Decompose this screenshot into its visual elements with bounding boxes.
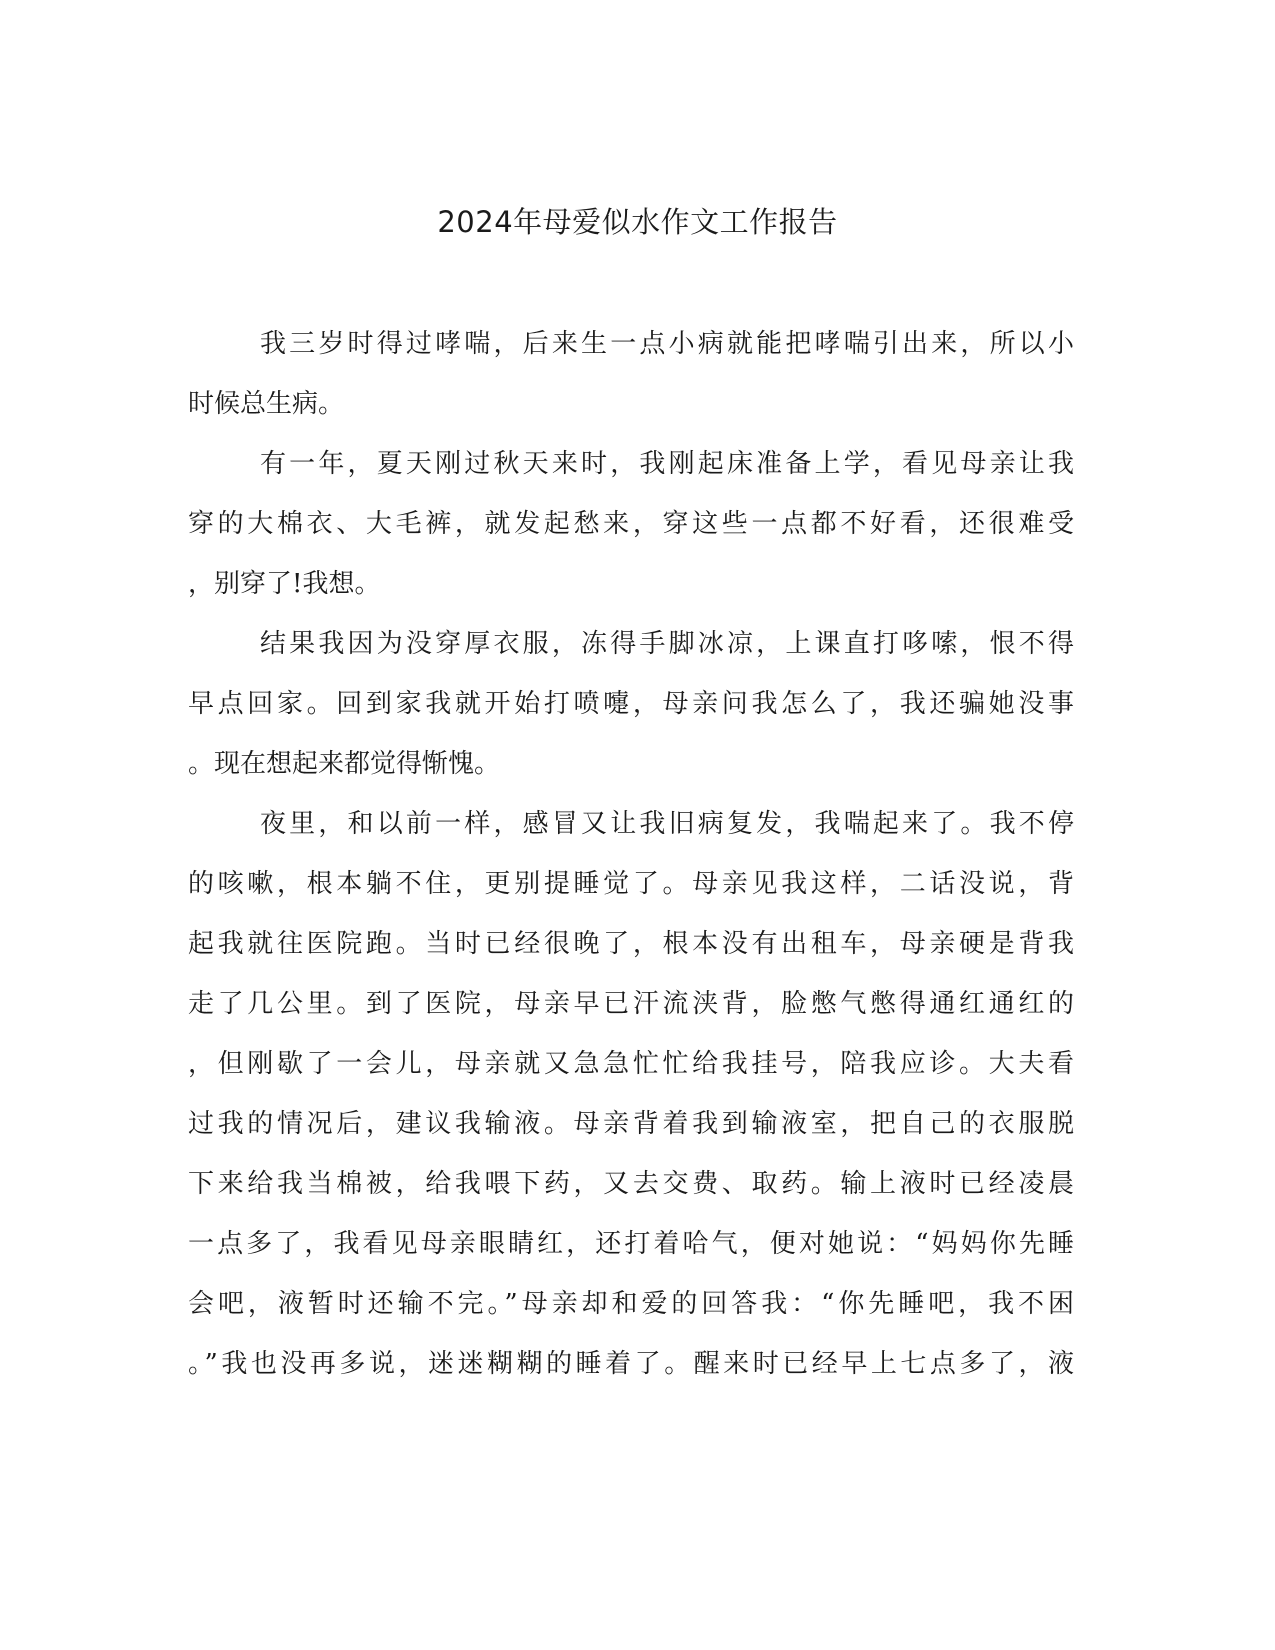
text-line: 。现在想起来都觉得惭愧。 <box>188 749 501 779</box>
text-line: 过我的情况后，建议我输液。母亲背着我到输液室，把自己的衣服脱 <box>188 1109 1074 1139</box>
text-line: 一点多了，我看见母亲眼睛红，还打着哈气，便对她说：“妈妈你先睡 <box>188 1229 1074 1259</box>
text-line: 我三岁时得过哮喘，后来生一点小病就能把哮喘引出来，所以小 <box>260 329 1074 359</box>
text-line: 会吧，液暂时还输不完。”母亲却和爱的回答我：“你先睡吧，我不困 <box>188 1289 1074 1319</box>
text-line: 。”我也没再多说，迷迷糊糊的睡着了。醒来时已经早上七点多了，液 <box>188 1349 1074 1379</box>
text-line: 起我就往医院跑。当时已经很晚了，根本没有出租车，母亲硬是背我 <box>188 929 1074 959</box>
document-title: 2024年母爱似水作文工作报告 <box>437 205 838 239</box>
text-line: 夜里，和以前一样，感冒又让我旧病复发，我喘起来了。我不停 <box>260 809 1074 839</box>
text-line: 时候总生病。 <box>188 389 345 419</box>
text-line: 早点回家。回到家我就开始打喷嚏，母亲问我怎么了，我还骗她没事 <box>188 689 1074 719</box>
text-line: ，别穿了!我想。 <box>188 569 381 599</box>
text-line: 结果我因为没穿厚衣服，冻得手脚冰凉，上课直打哆嗦，恨不得 <box>260 629 1074 659</box>
text-line: 有一年，夏天刚过秋天来时，我刚起床准备上学，看见母亲让我 <box>260 449 1074 479</box>
text-line: 穿的大棉衣、大毛裤，就发起愁来，穿这些一点都不好看，还很难受 <box>188 509 1074 539</box>
text-line: 的咳嗽，根本躺不住，更别提睡觉了。母亲见我这样，二话没说，背 <box>188 869 1074 899</box>
text-line: ，但刚歇了一会儿，母亲就又急急忙忙给我挂号，陪我应诊。大夫看 <box>188 1049 1074 1079</box>
document-body <box>188 314 1074 1394</box>
text-line: 下来给我当棉被，给我喂下药，又去交费、取药。输上液时已经凌晨 <box>188 1169 1074 1199</box>
text-line: 走了几公里。到了医院，母亲早已汗流浃背，脸憋气憋得通红通红的 <box>188 989 1074 1019</box>
